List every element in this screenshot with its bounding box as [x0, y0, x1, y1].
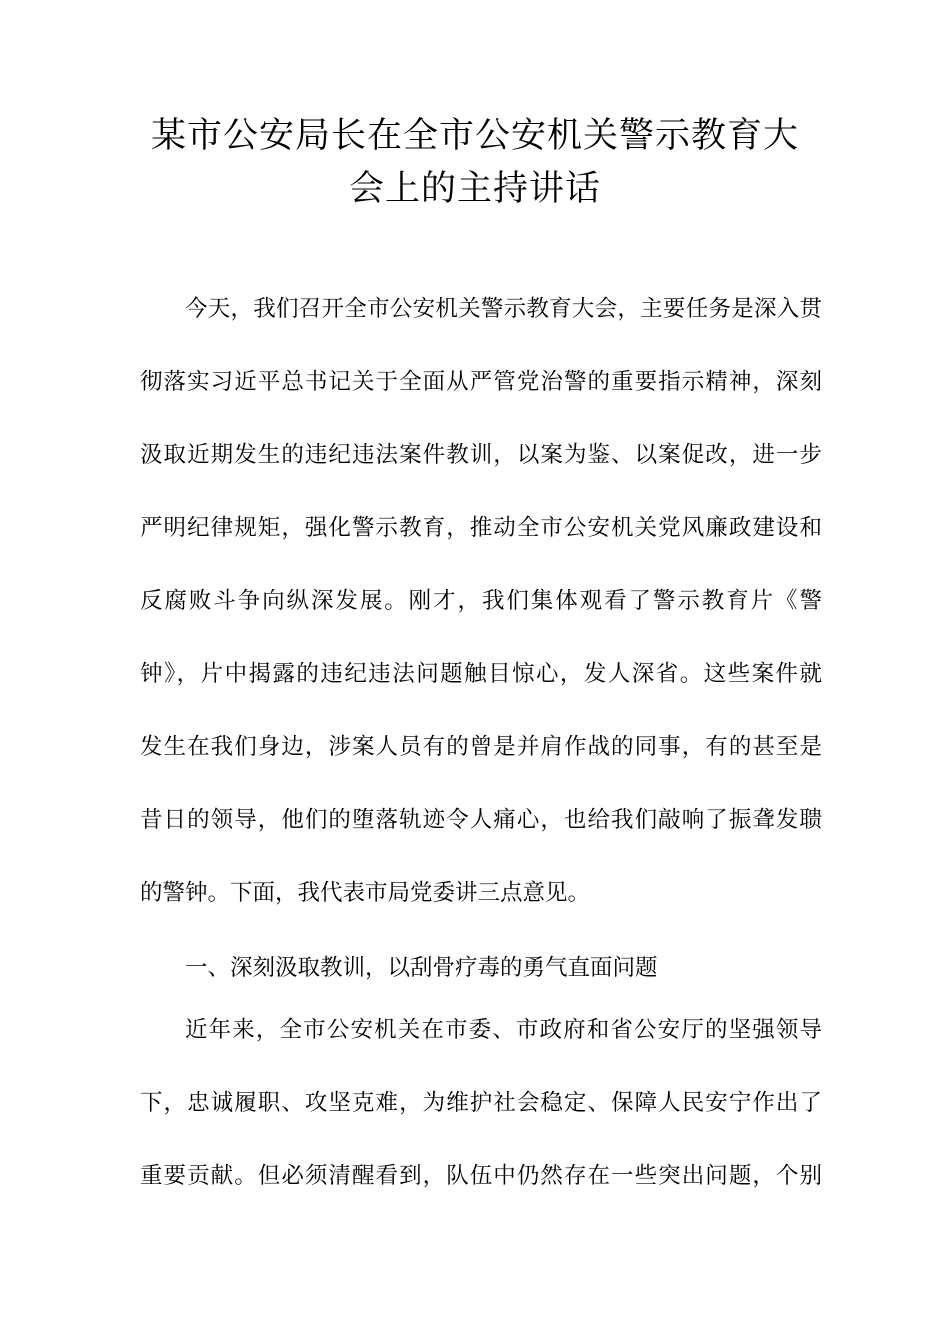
- section-heading-1: 一、深刻汲取教训，以刮骨疗毒的勇气直面问题: [185, 955, 658, 980]
- paragraph-line: 钟》，片中揭露的违纪违法问题触目惊心，发人深省。这些案件就: [140, 661, 822, 686]
- paragraph-line: 发生在我们身边，涉案人员有的曾是并肩作战的同事，有的甚至是: [140, 734, 822, 759]
- paragraph-line: 下，忠诚履职、攻坚克难，为维护社会稳定、保障人民安宁作出了: [140, 1090, 822, 1115]
- paragraph-line: 反腐败斗争向纵深发展。刚才，我们集体观看了警示教育片《警: [140, 588, 822, 613]
- paragraph-line: 近年来，全市公安机关在市委、市政府和省公安厅的坚强领导: [185, 1017, 822, 1042]
- title-line-1: 某市公安局长在全市公安机关警示教育大: [150, 116, 799, 155]
- page-title: [0, 109, 950, 215]
- paragraph-line: 汲取近期发生的违纪违法案件教训，以案为鉴、以案促改，进一步: [140, 442, 822, 467]
- title-line-2: 会上的主持讲话: [348, 169, 601, 208]
- paragraph-section1: [140, 993, 822, 1212]
- document-body: [140, 272, 822, 1212]
- paragraph-intro: [140, 272, 822, 929]
- paragraph-line: 昔日的领导，他们的堕落轨迹令人痛心，也给我们敲响了振聋发聩: [140, 807, 822, 832]
- paragraph-line: 的警钟。下面，我代表市局党委讲三点意见。: [140, 880, 591, 905]
- paragraph-line: 今天，我们召开全市公安机关警示教育大会，主要任务是深入贯: [185, 296, 822, 321]
- paragraph-line: 严明纪律规矩，强化警示教育，推动全市公安机关党风廉政建设和: [140, 515, 822, 540]
- paragraph-line: 彻落实习近平总书记关于全面从严管党治警的重要指示精神，深刻: [140, 369, 822, 394]
- paragraph-line: 重要贡献。但必须清醒看到，队伍中仍然存在一些突出问题，个别: [140, 1163, 822, 1188]
